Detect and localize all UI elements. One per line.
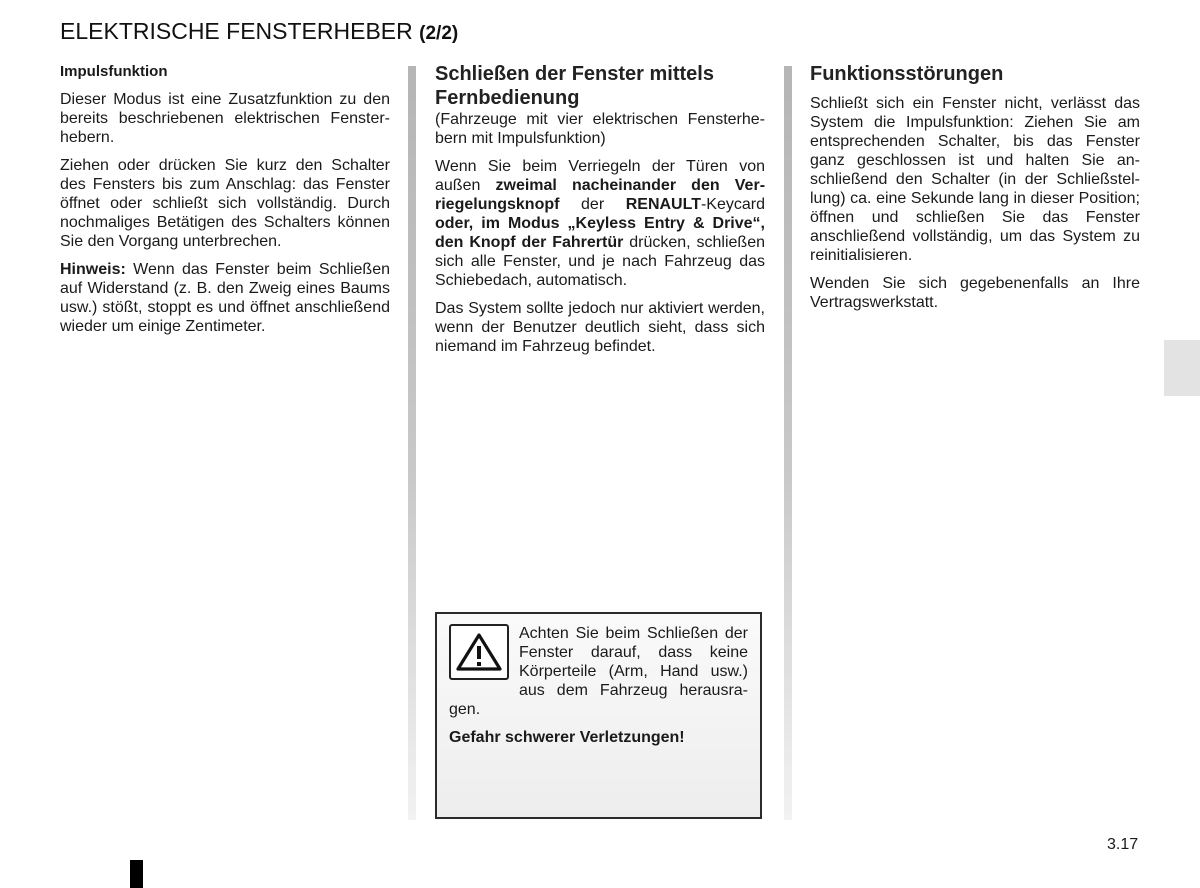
text-run-bold: zweimal nacheinander den Verriegelungsknopf bbox=[435, 177, 766, 213]
column-impulse-function bbox=[60, 62, 390, 345]
margin-marker bbox=[130, 860, 143, 888]
section-heading-impulse: Impulsfunktion bbox=[60, 63, 168, 80]
paragraph: Wenden Sie sich gegebenenfalls an Ihre Vertragswerkstatt. bbox=[810, 275, 1140, 311]
page-title bbox=[60, 18, 458, 45]
warning-triangle-icon bbox=[449, 624, 509, 680]
paragraph: Das System sollte jedoch nur aktiviert werden, wenn der Benutzer deutlich sieht, dass sich niemand im Fahrzeug befindet. bbox=[435, 300, 765, 355]
section-heading-malfunctions: Funktionsstörungen bbox=[810, 63, 1004, 85]
text-run: drücken, schließen sich alle Fenster, und je nach Fahrzeug das Schiebedach, automatisch. bbox=[435, 234, 765, 289]
page-title-text: ELEKTRISCHE FENSTERHEBER bbox=[60, 18, 413, 44]
paragraph: Ziehen oder drücken Sie kurz den Schalter des Fensters bis zum Anschlag: das Fenster öffnet oder schließt sich vollständig. Durch nochmaliges Betätigen des Schalters können Sie den Vorgang unterbrechen. bbox=[60, 157, 390, 250]
chapter-tab bbox=[1164, 340, 1200, 396]
column-malfunctions bbox=[810, 62, 1140, 321]
column-divider bbox=[408, 66, 416, 820]
warning-box bbox=[435, 612, 762, 819]
paragraph-intro: (Fahrzeuge mit vier elektrischen Fensterhebern mit Impulsfunktion) bbox=[435, 111, 765, 147]
warning-emphasis: Gefahr schwerer Verletzungen! bbox=[449, 729, 685, 746]
text-run: Wenn Sie beim Verriegeln der Türen von außen bbox=[435, 158, 765, 194]
paragraph: Schließt sich ein Fenster nicht, verlässt das System die Impulsfunktion: Ziehen Sie am entsprechenden Schalter, bis das Fenster ganz geschlossen ist und halten Sie anschließend den Schalter (in der Schließstellung) ca. eine Sekunde lang in dieser Position; öffnen und schließen Sie das Fenster anschließend vollständig, um das System zu reinitialisieren. bbox=[810, 95, 1140, 264]
paragraph: Dieser Modus ist eine Zusatzfunktion zu den bereits beschriebenen elektrischen Fensterhebern. bbox=[60, 91, 390, 146]
warning-text: Achten Sie beim Schließen der Fenster darauf, dass keine Körperteile (Arm, Hand usw.) aus dem Fahrzeug herausragen. bbox=[449, 625, 748, 718]
page-title-part: (2/2) bbox=[419, 23, 459, 44]
text-run: -Keycard bbox=[700, 196, 765, 213]
note-text: Wenn das Fenster beim Schließen auf Widerstand (z. B. den Zweig eines Baums usw.) stößt, stoppt es und öffnet anschließend wieder um einige Zentimeter. bbox=[60, 261, 390, 335]
section-heading-remote: Schließen der Fenster mittels Fernbedienung bbox=[435, 63, 714, 109]
note-label: Hinweis: bbox=[60, 261, 126, 278]
page-number: 3.17 bbox=[1107, 836, 1139, 853]
text-run-bold: oder, im Modus „Keyless Entry & Drive“, den Knopf der Fahrertür bbox=[435, 215, 765, 251]
column-remote-closing bbox=[435, 62, 765, 365]
column-divider bbox=[784, 66, 792, 820]
brand-name: RENAULT bbox=[625, 196, 701, 213]
paragraph-note bbox=[60, 260, 390, 336]
paragraph bbox=[435, 157, 765, 290]
text-run: der bbox=[559, 196, 626, 213]
